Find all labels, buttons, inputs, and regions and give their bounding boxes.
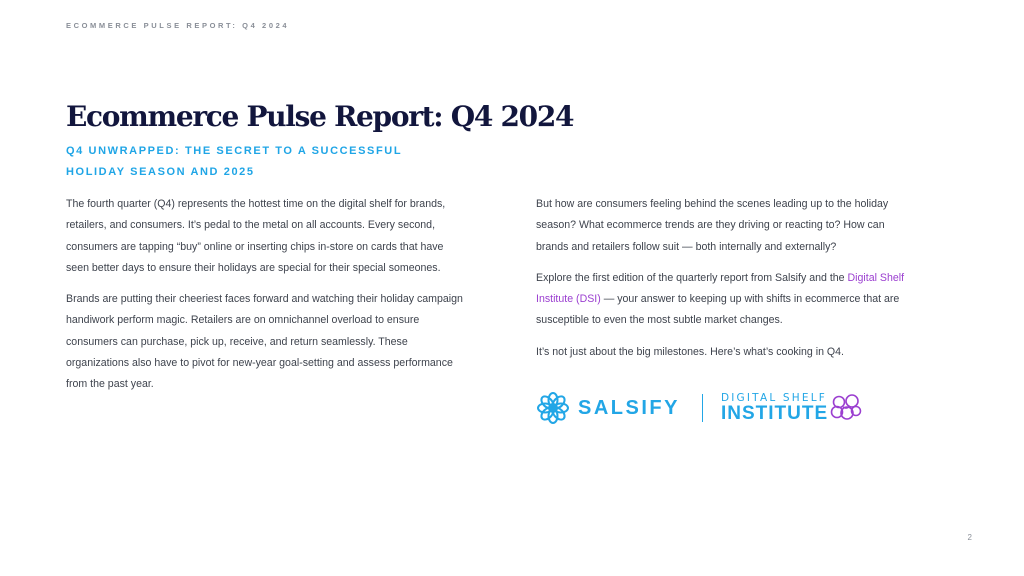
logo-divider	[702, 394, 703, 422]
subtitle-line-2: HOLIDAY SEASON AND 2025	[66, 166, 255, 178]
brain-icon	[830, 393, 862, 423]
explore-text-before: Explore the first edition of the quarterly report from Salsify and the	[536, 271, 848, 284]
page-number: 2	[967, 533, 972, 542]
paragraph-q4-intro: The fourth quarter (Q4) represents the hottest time on the digital shelf for brands, retailers, and consumers. It’s pedal to the metal on all accounts. Every second, consumers are tapping “buy” online or inserting chips in-store on cards that have seen better days to ensure their holidays are special for their special someones.	[66, 198, 446, 274]
running-header: ECOMMERCE PULSE REPORT: Q4 2024	[66, 21, 290, 30]
left-column	[66, 194, 466, 406]
page-title: Ecommerce Pulse Report: Q4 2024	[66, 100, 574, 133]
paragraph-brands: Brands are putting their cheeriest faces forward and watching their holiday campaign handiwork perform magic. Retailers are on omnichannel overload to ensure consumers can purchase, pick up, receive, and return seamlessly. These organizations also have to pivot for new-year goal-setting and assess performance from the past year.	[66, 293, 463, 391]
dsi-link[interactable]: Digital Shelf Institute (DSI)	[536, 271, 905, 306]
dsi-logo	[721, 393, 828, 424]
paragraph-explore	[536, 268, 916, 332]
dsi-logo-bottom: INSTITUTE	[720, 403, 829, 425]
paragraph-milestones: It’s not just about the big milestones. Here’s what’s cooking in Q4.	[536, 345, 844, 358]
partner-logos	[536, 388, 876, 428]
paragraph-consumers: But how are consumers feeling behind the scenes leading up to the holiday season? What ecommerce trends are they driving or reacting to? How can brands and retailers follow suit — both internally and externally?	[536, 198, 889, 253]
salsify-logo-text: SALSIFY	[578, 396, 680, 419]
right-column	[536, 194, 916, 373]
page-subtitle	[66, 141, 402, 183]
explore-text-after: — your answer to keeping up with shifts in ecommerce that are susceptible to even the most subtle market changes.	[536, 293, 900, 327]
subtitle-line-1: Q4 UNWRAPPED: THE SECRET TO A SUCCESSFUL	[66, 145, 403, 157]
salsify-mandala-icon	[536, 391, 570, 425]
dsi-logo-top: DIGITAL SHELF	[720, 391, 828, 404]
